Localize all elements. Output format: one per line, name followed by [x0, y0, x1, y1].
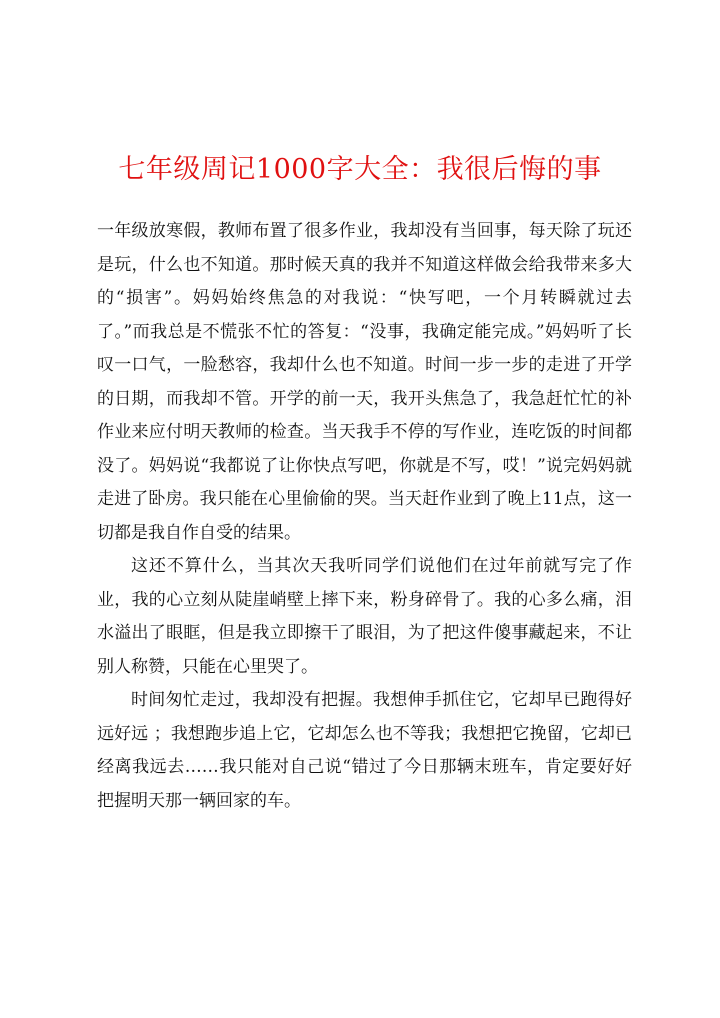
paragraph-3: 时间匆忙走过，我却没有把握。我想伸手抓住它，它却早已跑得好远好远 ；我想跑步追上它，它却怎么也不等我；我想把它挽留，它却已经离我远去……我只能对自己说“错过了今日那辆末班车，肯定要好好把握明天那一辆回家的车。 [97, 690, 632, 811]
document-body [97, 215, 632, 818]
document-title: 七年级周记1000字大全：我很后悔的事 [118, 154, 602, 185]
paragraph-1: 一年级放寒假，教师布置了很多作业，我却没有当回事，每天除了玩还是玩，什么也不知道。那时候天真的我并不知道这样做会给我带来多大的“损害”。妈妈始终焦急的对我说：“快写吧，一个月转瞬就过去了。”而我总是不慌张不忙的答复：“没事，我确定能完成。”妈妈听了长叹一口气，一脸愁容，我却什么也不知道。时间一步一步的走进了开学的日期，而我却不管。开学的前一天，我开头焦急了，我急赶忙忙的补作业来应付明天教师的检查。当天我手不停的写作业，连吃饭的时间都没了。妈妈说“我都说了让你快点写吧，你就是不写，哎！”说完妈妈就走进了卧房。我只能在心里偷偷的哭。当天赶作业到了晚上11点，这一切都是我自作自受的结果。 [97, 221, 632, 543]
paragraph-2: 这还不算什么，当其次天我听同学们说他们在过年前就写完了作业，我的心立刻从陡崖峭壁上摔下来，粉身碎骨了。我的心多么痛，泪水溢出了眼眶，但是我立即擦干了眼泪，为了把这件傻事藏起来，不让别人称赞，只能在心里哭了。 [97, 556, 632, 677]
